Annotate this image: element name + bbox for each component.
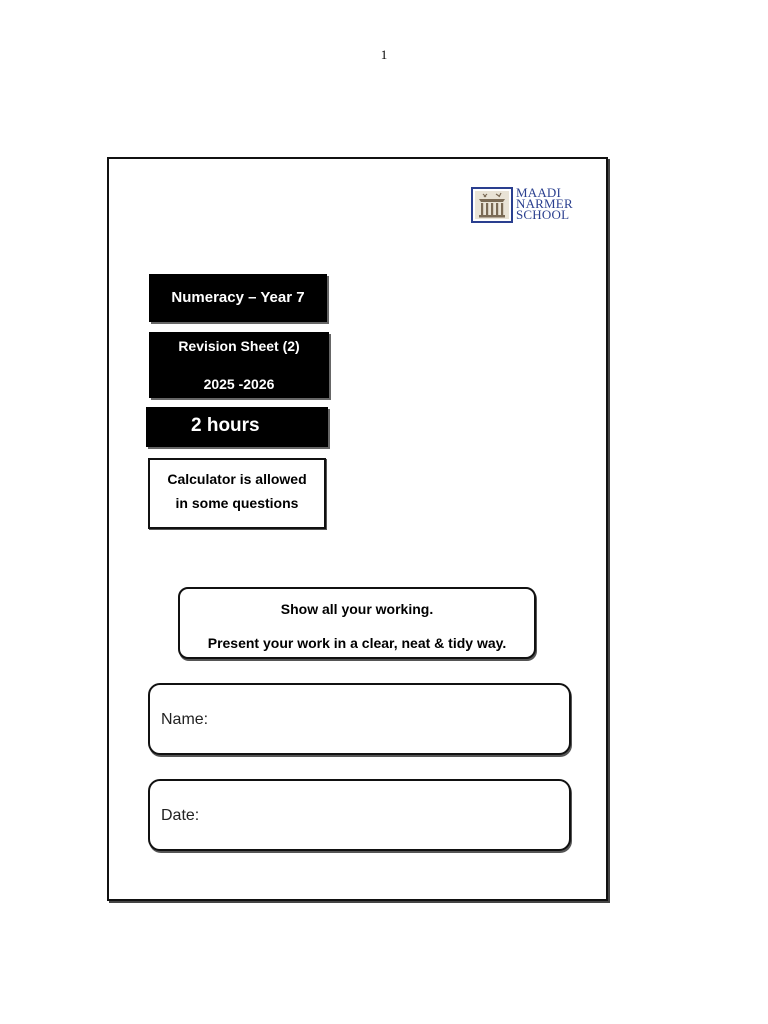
duration-box	[146, 407, 328, 447]
name-label: Name:	[161, 711, 209, 728]
name-field[interactable]	[148, 683, 571, 755]
logo-line-3: SCHOOL	[516, 207, 570, 222]
logo-line-2: NARMER	[516, 196, 573, 211]
duration-label: 2 hours	[191, 415, 260, 436]
subject-title: Numeracy – Year 7	[149, 274, 327, 322]
page-number: 1	[380, 47, 388, 62]
calculator-note-line-1: Calculator is allowed	[167, 471, 307, 487]
date-field[interactable]	[148, 779, 571, 851]
academic-year: 2025 -2026	[203, 376, 275, 392]
instruction-line-1: Show all your working.	[280, 601, 434, 617]
revision-sheet-box	[149, 332, 329, 398]
school-name-wordmark	[516, 187, 596, 220]
calculator-note-line-2: in some questions	[175, 495, 299, 511]
date-label: Date:	[161, 807, 200, 824]
school-logo	[471, 187, 591, 227]
school-building-logo-icon	[471, 187, 513, 223]
instruction-line-2: Present your work in a clear, neat & tidy way.	[207, 635, 507, 651]
logo-line-1: MAADI	[516, 185, 562, 200]
instructions-box	[178, 587, 536, 659]
calculator-note-box	[148, 458, 326, 529]
revision-sheet-label: Revision Sheet (2)	[178, 338, 300, 354]
